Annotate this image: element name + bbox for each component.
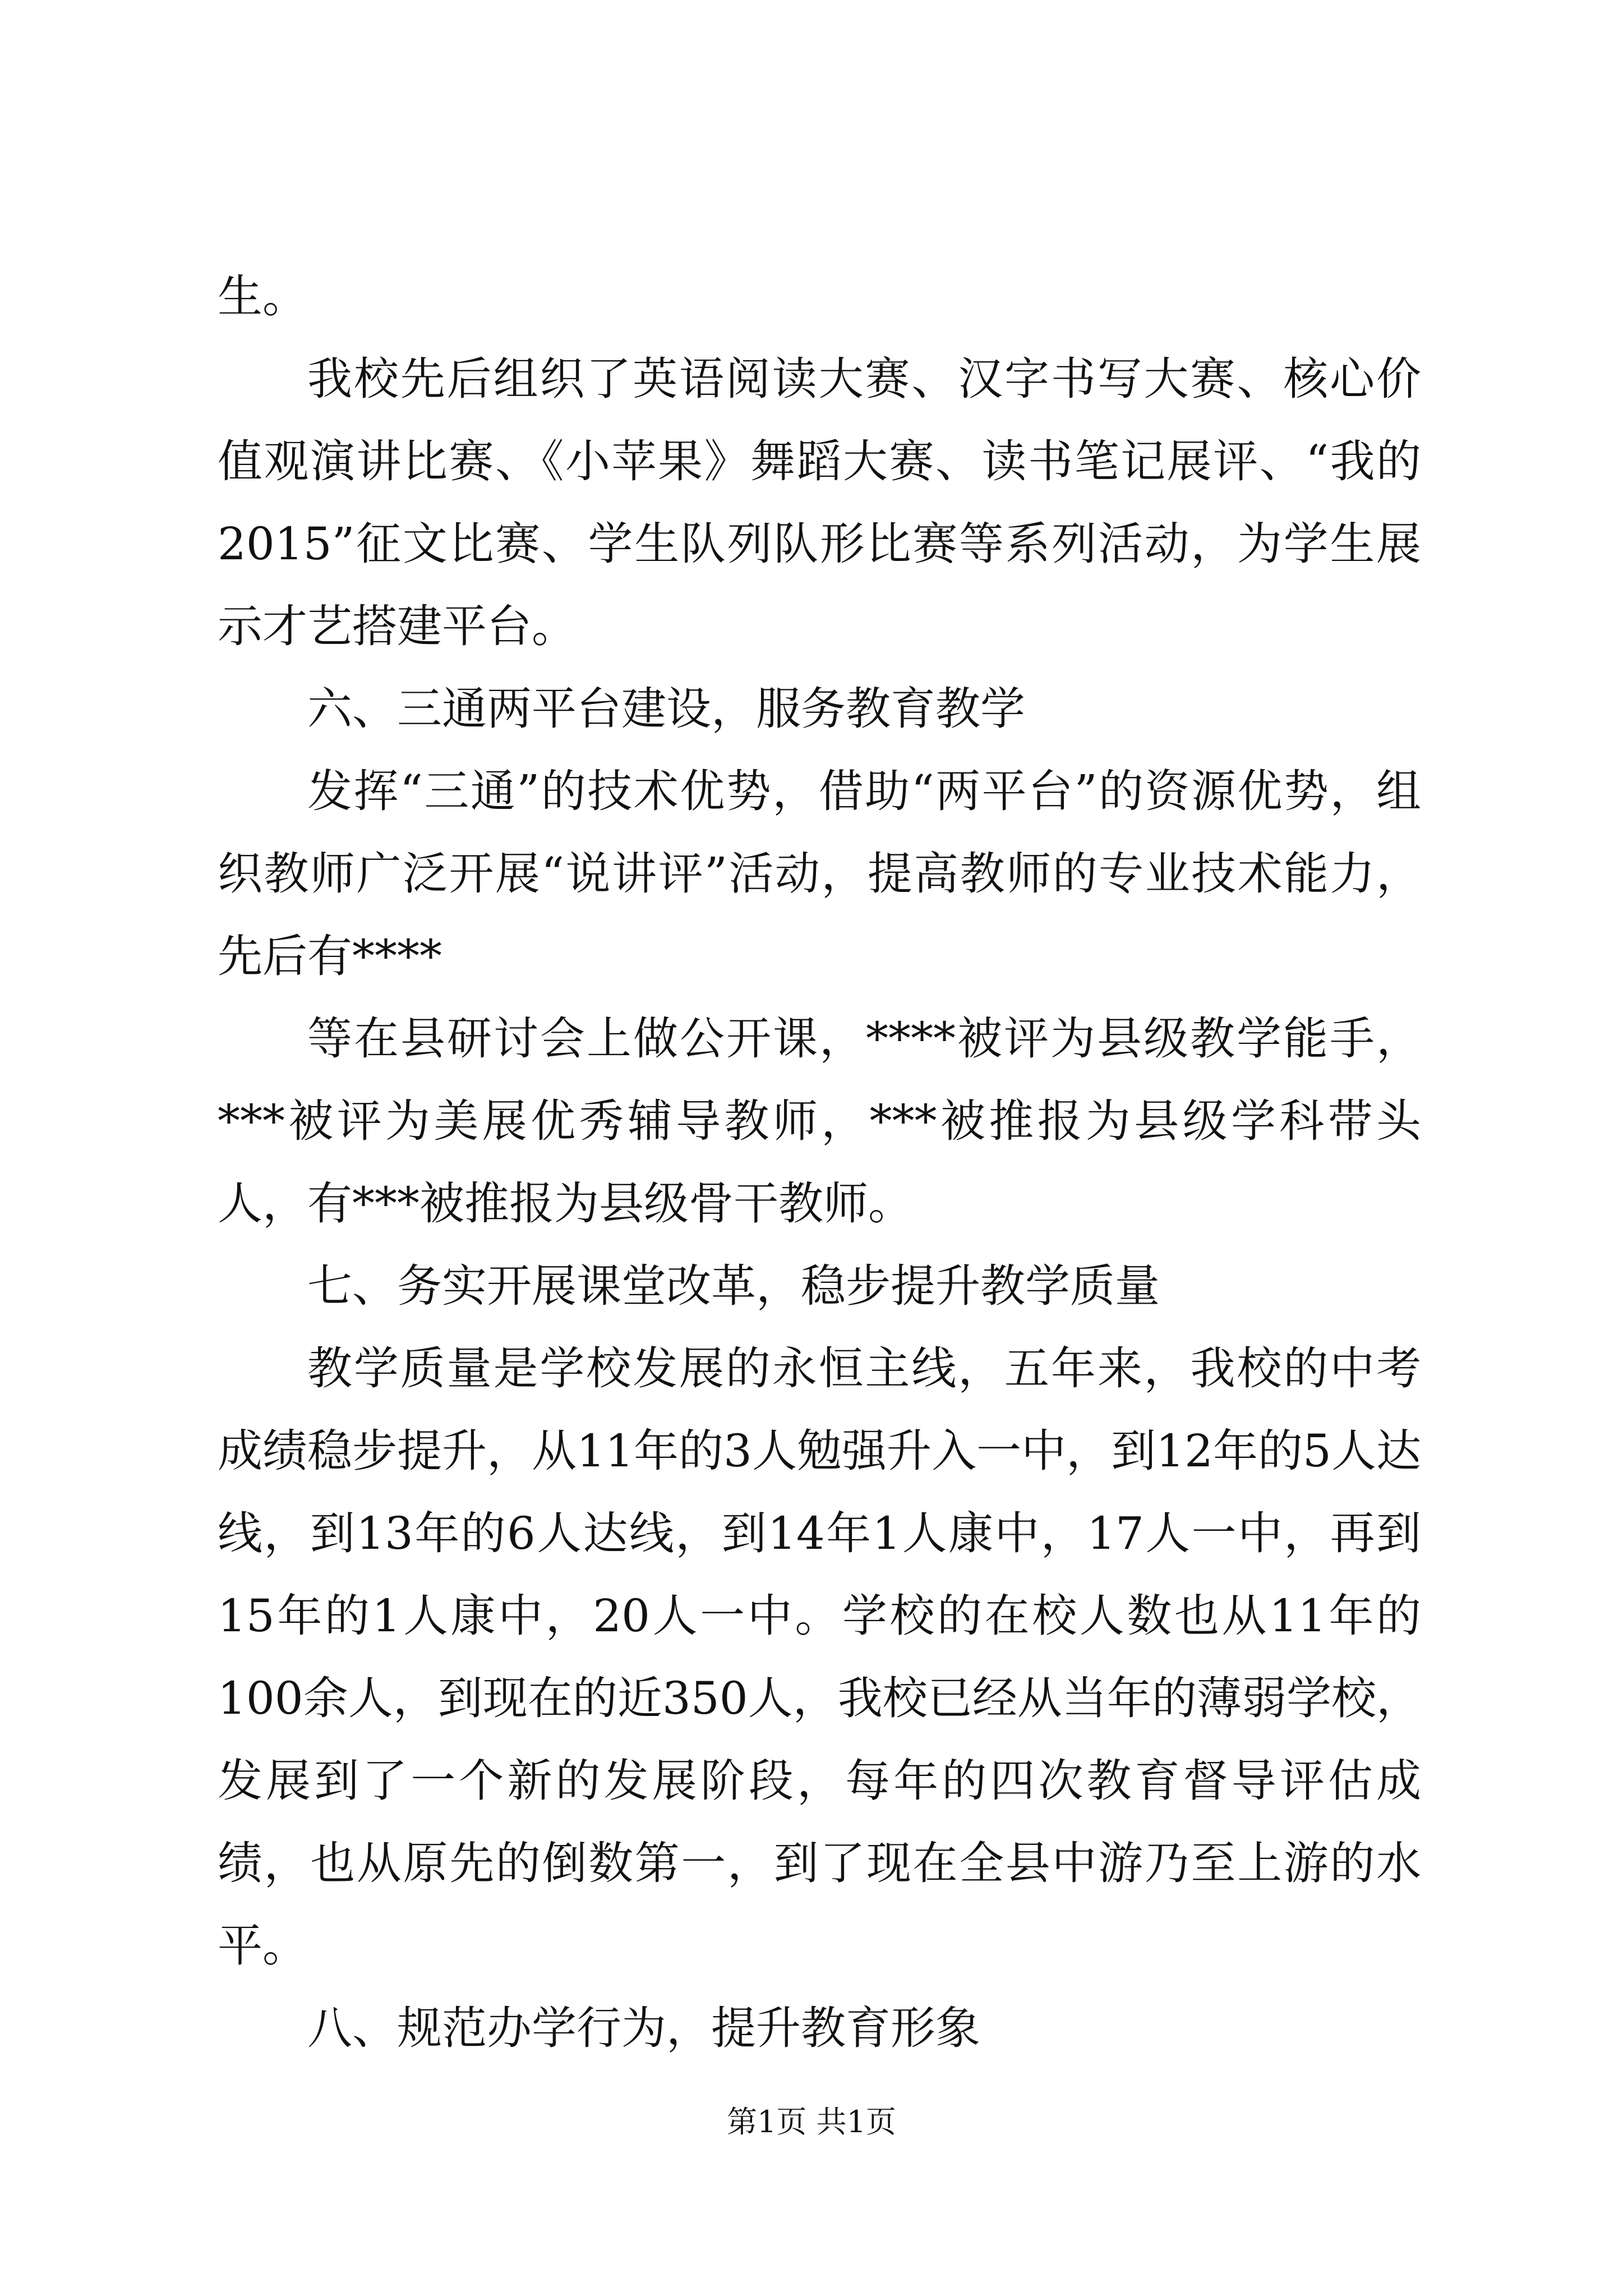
paragraph: 生。	[218, 270, 307, 323]
section-heading: 八、规范办学行为，提升教育形象	[307, 2002, 980, 2054]
paragraph: 教学质量是学校发展的永恒主线，五年来，我校的中考成绩稳步提升，从11年的3人勉强升入一中，到12年的5人达线，到13年的6人达线，到14年1人康中，17人一中，再到15年的1人康中，20人一中。学校的在校人数也从11年的100余人，到现在的近350人，我校已经从当年的薄弱学校，发展到了一个新的发展阶段，每年的四次教育督导评估成绩，也从原先的倒数第一，到了现在全县中游乃至上游的水平。	[218, 1342, 1421, 1972]
paragraph: 等在县研讨会上做公开课，****被评为县级教学能手，***被评为美展优秀辅导教师，***被推报为县级学科带头人，有***被推报为县级骨干教师。	[218, 1013, 1421, 1230]
paragraph: 我校先后组织了英语阅读大赛、汉字书写大赛、核心价值观演讲比赛、《小苹果》舞蹈大赛、读书笔记展评、“我的2015”征文比赛、学生队列队形比赛等系列活动，为学生展示才艺搭建平台。	[218, 353, 1421, 652]
section-heading: 六、三通两平台建设，服务教育教学	[307, 683, 1025, 735]
page-footer: 第1页 共1页	[727, 2104, 896, 2139]
body-text	[218, 255, 1421, 2069]
section-heading: 七、务实开展课堂改革，稳步提升教学质量	[307, 1260, 1160, 1312]
paragraph: 发挥“三通”的技术优势，借助“两平台”的资源优势，组织教师广泛开展“说讲评”活动，提高教师的专业技术能力，先后有****	[218, 765, 1421, 982]
